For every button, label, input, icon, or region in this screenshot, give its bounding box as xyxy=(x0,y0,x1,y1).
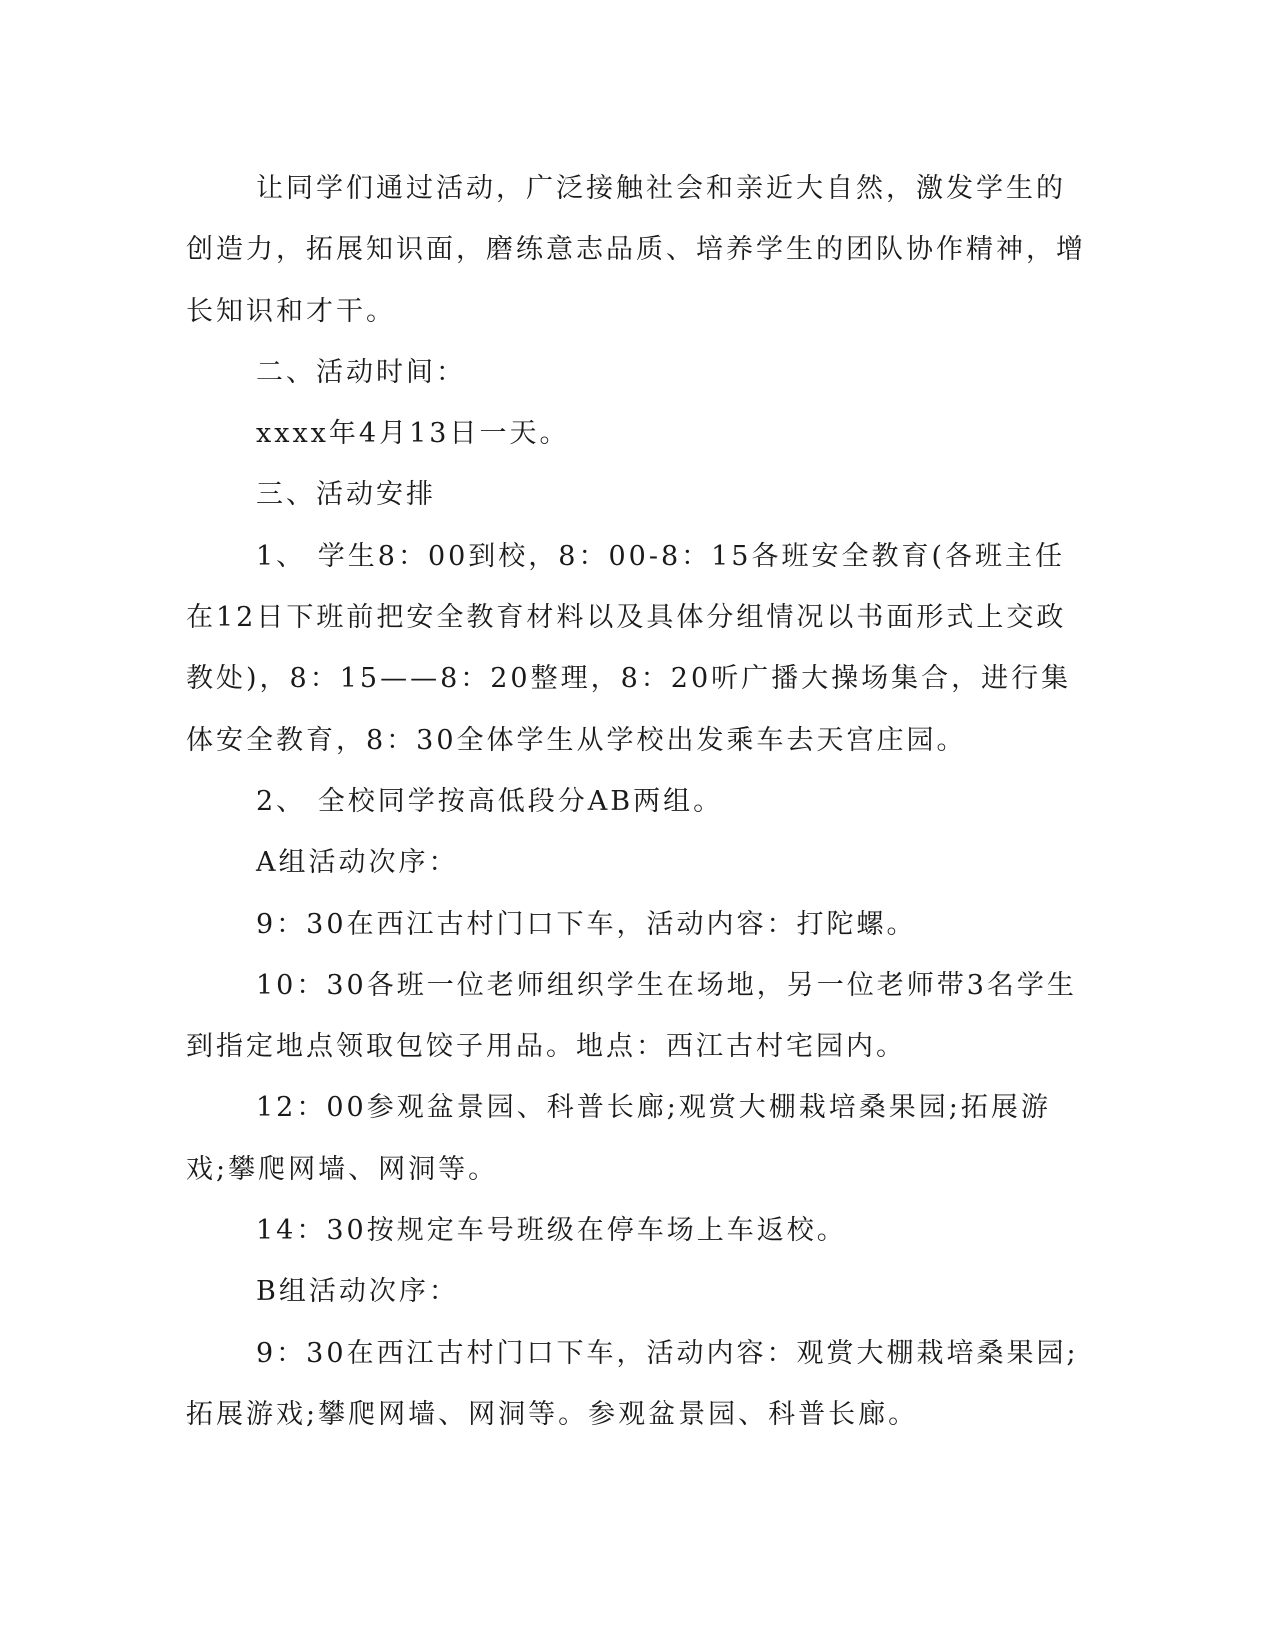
paragraph-arrangement-1: 1、 学生8：00到校，8：00-8：15各班安全教育(各班主任在12日下班前把安全教育材料以及具体分组情况以书面形式上交政教处)，8：15——8：20整理，8：20听广播大操场集合，进行集体安全教育，8：30全体学生从学校出发乘车去天宫庄园。 xyxy=(186,540,1072,756)
paragraph-group-a-1200: 12：00参观盆景园、科普长廊;观赏大棚栽培桑果园;拓展游戏;攀爬网墙、网洞等。 xyxy=(186,1092,1051,1185)
heading-group-b: B组活动次序： xyxy=(256,1276,459,1308)
document-body xyxy=(186,158,1086,1445)
paragraph-group-a-1430: 14：30按规定车号班级在停车场上车返校。 xyxy=(256,1215,847,1247)
heading-activity-arrangement: 三、活动安排 xyxy=(256,479,436,511)
heading-group-a: A组活动次序： xyxy=(256,847,459,879)
paragraph-arrangement-2: 2、 全校同学按高低段分AB两组。 xyxy=(256,785,724,817)
heading-activity-time: 二、活动时间： xyxy=(256,356,466,388)
paragraph-group-a-0930: 9：30在西江古村门口下车，活动内容：打陀螺。 xyxy=(256,908,917,940)
paragraph-group-a-1030: 10：30各班一位老师组织学生在场地，另一位老师带3名学生到指定地点领取包饺子用品。地点：西江古村宅园内。 xyxy=(186,969,1077,1063)
paragraph-group-b-0930: 9：30在西江古村门口下车，活动内容：观赏大棚栽培桑果园;拓展游戏;攀爬网墙、网洞等。参观盆景园、科普长廊。 xyxy=(186,1337,1079,1430)
paragraph-activity-date: xxxx年4月13日一天。 xyxy=(256,418,570,450)
paragraph-purpose: 让同学们通过活动，广泛接触社会和亲近大自然，激发学生的创造力，拓展知识面，磨练意志品质、培养学生的团队协作精神，增长知识和才干。 xyxy=(186,173,1086,327)
